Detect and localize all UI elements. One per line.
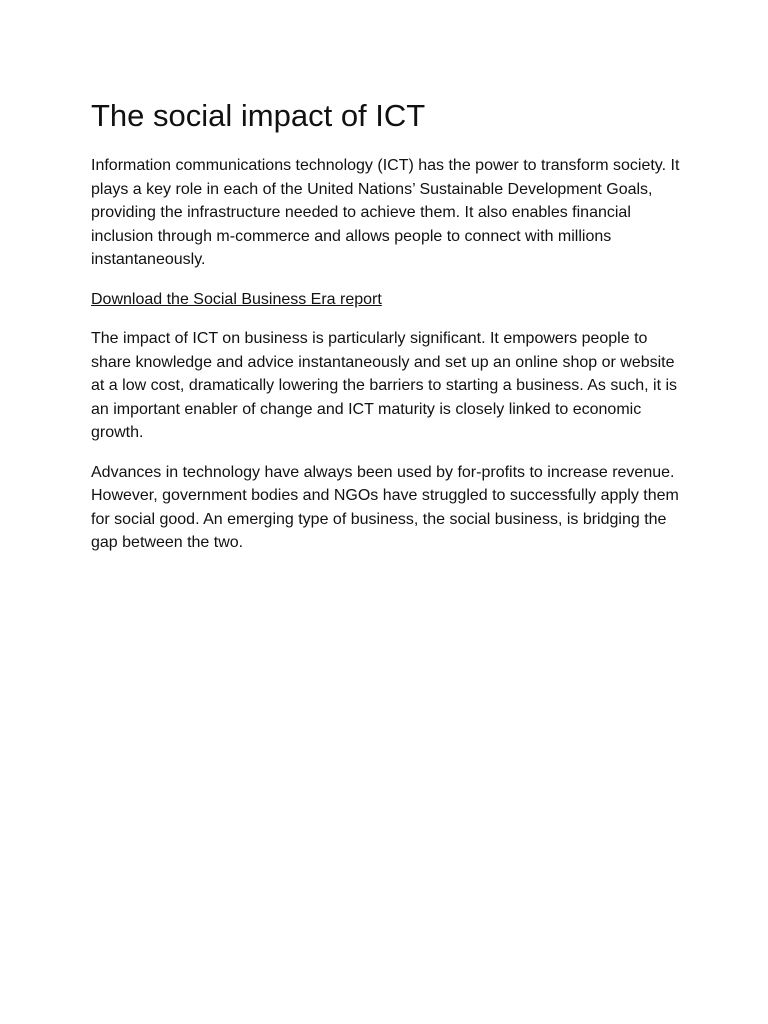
social-business-paragraph: Advances in technology have always been used by for-profits to increase revenue. However, government bodies and NGOs have struggled to successfully apply them for social good. An emerging type of business, the social business, is bridging the gap between the two. xyxy=(91,463,679,551)
intro-paragraph: Information communications technology (ICT) has the power to transform society. It plays a key role in each of the United Nations’ Sustainable Development Goals, providing the infrastructure needed to achieve them. It also enables financial inclusion through m-commerce and allows people to connect with millions instantaneously. xyxy=(91,157,680,268)
download-link-line xyxy=(91,288,691,312)
page-title: The social impact of ICT xyxy=(91,98,426,133)
download-report-link[interactable]: Download the Social Business Era report xyxy=(91,290,382,308)
business-impact-paragraph: The impact of ICT on business is particularly significant. It empowers people to share knowledge and advice instantaneously and set up an online shop or website at a low cost, dramatically lowering the barriers to starting a business. As such, it is an important enabler of change and ICT maturity is closely linked to economic growth. xyxy=(91,330,678,441)
document-page xyxy=(91,96,691,571)
